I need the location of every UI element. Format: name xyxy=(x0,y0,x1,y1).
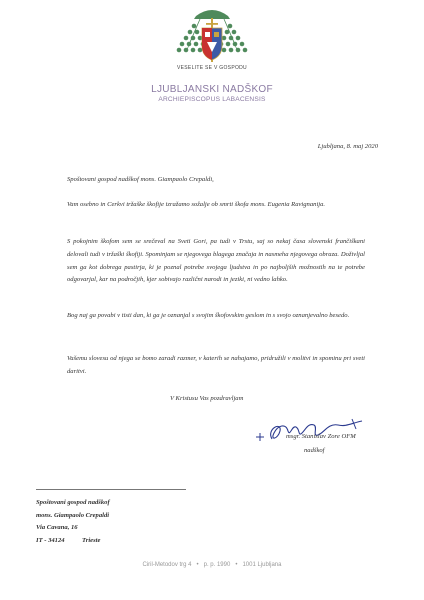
letter-date: Ljubljana, 8. maj 2020 xyxy=(317,143,378,150)
salutation: Spoštovani gospod nadškof mons. Giampaolo Crepaldi, xyxy=(67,176,214,183)
footer xyxy=(0,562,424,568)
paragraph: S pokojnim škofom sem se srečeval na Sveti Gori, pa tudi v Trstu, saj so nekaj časa slovenski frančiškani delovali tudi v tržaški škofiji. Spominjam se njegovega blagega značaja in nasmeha njegovega obraza. Doživljal sem ga kot dobrega pastirja, ki je poznal potrebe svojega ljudstva in po najboljših možnostih na te potrebe odgovarjal, kar na področjih, kjer sobivajo različni narodi in jeziki, ni vedno lahko. xyxy=(67,238,365,284)
address-line: Via Cavana, 16 xyxy=(36,524,78,532)
footer-separator: • xyxy=(235,562,238,568)
paragraph: Vašemu slovesu od njega se bomo zaradi razmer, v katerih se nahajamo, pridružili v molitvi in spominu pri sveti daritvi. xyxy=(67,355,365,375)
footer-separator: • xyxy=(196,562,199,568)
divider xyxy=(36,489,186,490)
letterhead-title: LJUBLJANSKI NADŠKOF xyxy=(151,84,273,95)
postal-code: IT - 34124 xyxy=(36,536,65,544)
address-city-row xyxy=(36,535,110,548)
city: Trieste xyxy=(82,536,101,544)
signer-title: nadškof xyxy=(304,447,325,454)
paragraph: Bog naj ga povabi v tisti dan, ki ga je oznanjal s svojim škofovskim geslom in s svojo oznanjevalno besedo. xyxy=(67,312,350,319)
recipient-address xyxy=(36,497,110,547)
address-line: mons. Giampaolo Crepaldi xyxy=(36,511,110,519)
coat-of-arms-icon xyxy=(172,2,252,74)
signer-name: msgr. Stanislav Zore OFM xyxy=(286,433,356,440)
paragraph: Vam osebno in Cerkvi tržaške škofije izražamo sožalje ob smrti škofa mons. Eugenia Ravignanija. xyxy=(67,201,326,208)
footer-street: Ciril-Metodov trg 4 xyxy=(142,562,192,568)
motto: VESELITE SE V GOSPODU xyxy=(177,65,247,71)
letterhead-subtitle: ARCHIEPISCOPUS LABACENSIS xyxy=(158,96,266,103)
footer-po-box: p. p. 1990 xyxy=(203,562,231,568)
closing: V Kristusu Vas pozdravljam xyxy=(170,395,244,402)
footer-postal: 1001 Ljubljana xyxy=(242,562,282,568)
address-line: Spoštovani gospod nadškof xyxy=(36,499,110,506)
